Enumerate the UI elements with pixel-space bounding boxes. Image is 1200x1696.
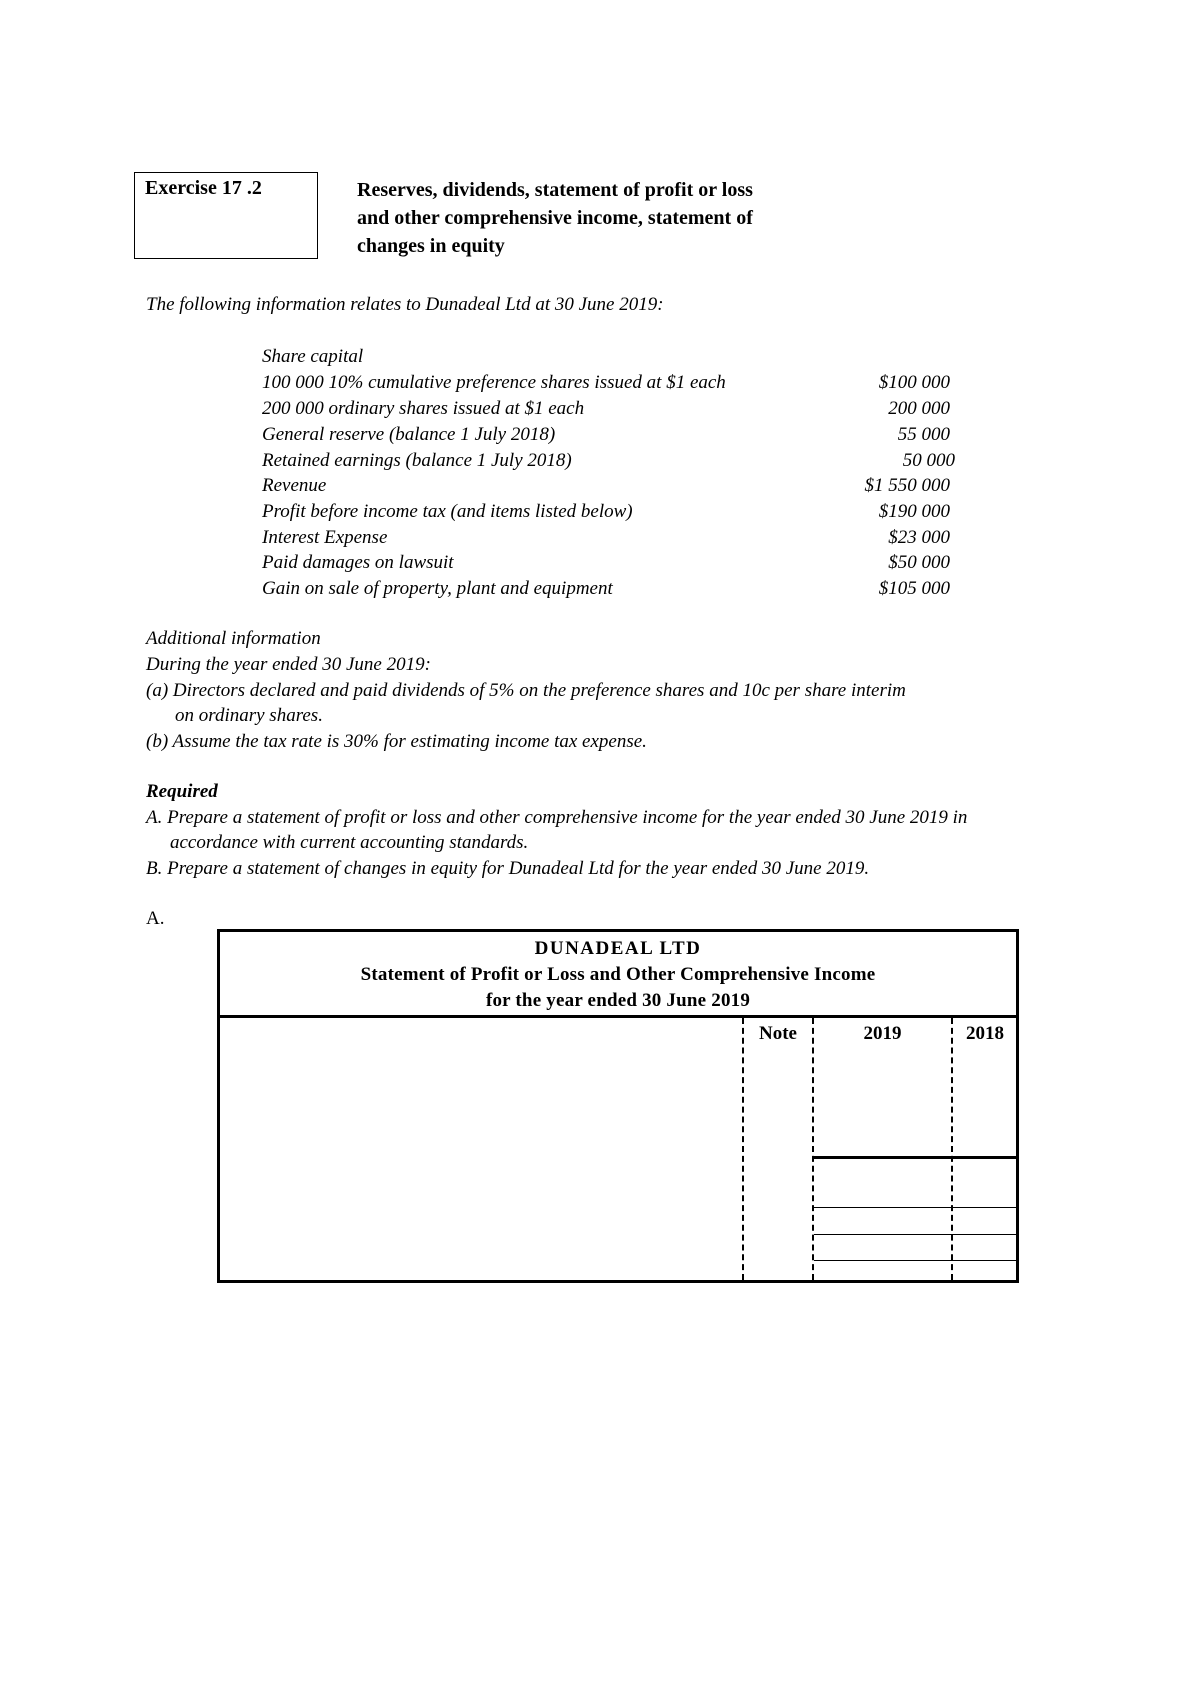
note-column-divider xyxy=(742,1018,744,1280)
info-amount: 200 000 xyxy=(888,398,950,419)
required-item-b: B. Prepare a statement of changes in equity for Dunadeal Ltd for the year ended 30 June 2019. xyxy=(146,858,870,879)
statement-title: Statement of Profit or Loss and Other Comprehensive Income xyxy=(360,964,876,985)
exercise-label: Exercise 17 .2 xyxy=(145,177,262,199)
info-label: General reserve (balance 1 July 2018) xyxy=(262,424,556,445)
statement-period: for the year ended 30 June 2019 xyxy=(485,990,751,1011)
amount-rule xyxy=(814,1207,1016,1208)
exercise-title-line: and other comprehensive income, statement of xyxy=(357,207,753,229)
intro-text: The following information relates to Dunadeal Ltd at 30 June 2019: xyxy=(146,294,664,315)
additional-item-b: (b) Assume the tax rate is 30% for estimating income tax expense. xyxy=(146,731,647,752)
info-label: 100 000 10% cumulative preference shares issued at $1 each xyxy=(262,372,726,393)
exercise-title-line: changes in equity xyxy=(357,235,505,257)
info-label: Revenue xyxy=(262,475,327,496)
required-heading: Required xyxy=(146,781,218,802)
info-label: Interest Expense xyxy=(262,527,388,548)
exercise-label-box xyxy=(134,172,318,259)
statement-header xyxy=(220,936,1016,1014)
year-2018-column-divider xyxy=(951,1018,953,1280)
amount-rule xyxy=(814,1260,1016,1261)
info-amount: 50 000 xyxy=(902,450,955,471)
additional-item-a-cont: on ordinary shares. xyxy=(175,705,323,726)
additional-item-a: (a) Directors declared and paid dividends of 5% on the preference shares and 10c per share interim xyxy=(146,680,906,701)
info-amount: $105 000 xyxy=(878,578,950,599)
info-amount: $1 550 000 xyxy=(864,475,950,496)
col-2018-heading: 2018 xyxy=(966,1023,1004,1044)
additional-period: During the year ended 30 June 2019: xyxy=(146,654,431,675)
info-label: 200 000 ordinary shares issued at $1 each xyxy=(262,398,585,419)
header-divider xyxy=(220,1015,1016,1018)
info-label: Paid damages on lawsuit xyxy=(262,552,454,573)
required-item-a-cont: accordance with current accounting standards. xyxy=(170,832,529,853)
info-amount: $100 000 xyxy=(878,372,950,393)
amount-rule xyxy=(814,1234,1016,1235)
required-item-a: A. Prepare a statement of profit or loss and other comprehensive income for the year ended 30 June 2019 in xyxy=(146,807,968,828)
info-label: Gain on sale of property, plant and equipment xyxy=(262,578,613,599)
company-name: DUNADEAL LTD xyxy=(534,938,702,959)
info-amount: $23 000 xyxy=(888,527,950,548)
info-label: Retained earnings (balance 1 July 2018) xyxy=(262,450,572,471)
info-amount: $190 000 xyxy=(878,501,950,522)
info-amount: $50 000 xyxy=(888,552,950,573)
exercise-title-line: Reserves, dividends, statement of profit or loss xyxy=(357,179,753,201)
info-label: Profit before income tax (and items listed below) xyxy=(262,501,633,522)
exercise-title xyxy=(357,176,877,260)
info-label: Share capital xyxy=(262,346,364,367)
year-2019-column-divider xyxy=(812,1018,814,1280)
col-note-heading: Note xyxy=(759,1023,797,1044)
statement-template xyxy=(217,929,1019,1283)
amount-rule-thick xyxy=(814,1156,1016,1159)
additional-heading: Additional information xyxy=(146,628,321,649)
info-amount: 55 000 xyxy=(897,424,950,445)
col-2019-heading: 2019 xyxy=(863,1023,902,1044)
section-label: A. xyxy=(146,908,165,929)
